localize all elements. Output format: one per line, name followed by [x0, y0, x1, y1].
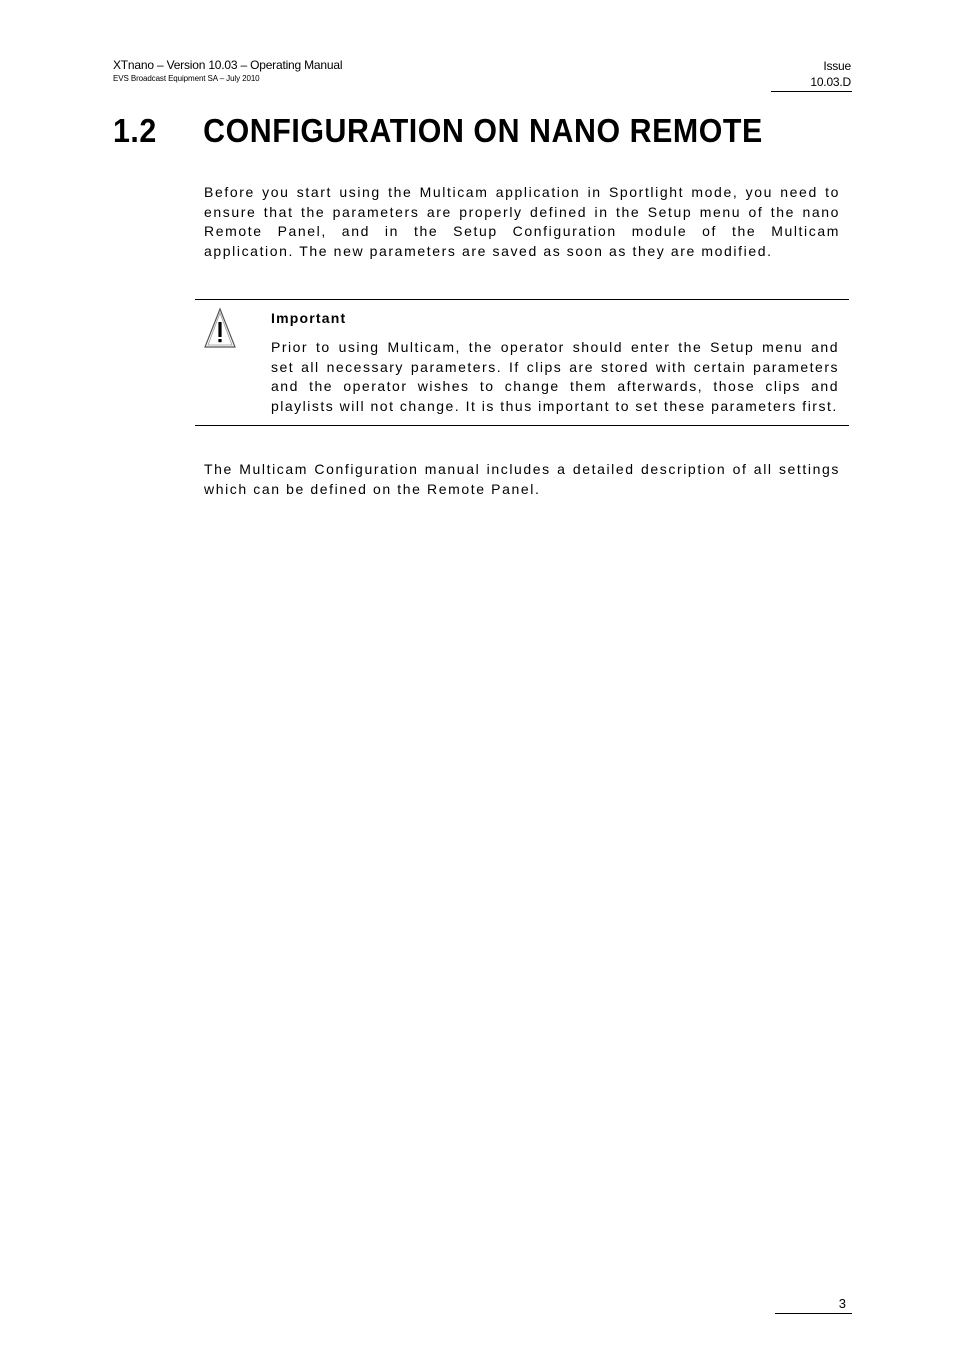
page-number: 3	[838, 1296, 846, 1311]
footer-rule	[775, 1313, 852, 1314]
section-title: CONFIGURATION ON NANO REMOTE	[203, 112, 763, 149]
note-heading: Important	[271, 310, 347, 326]
document-title: XTnano – Version 10.03 – Operating Manual	[113, 58, 343, 72]
header-rule	[771, 91, 852, 92]
document-publisher: EVS Broadcast Equipment SA – July 2010	[113, 74, 260, 83]
note-body: Prior to using Multicam, the operator should enter the Setup menu and set all necessary parameters. If clips are stored with certain parameters and the operator wishes to change them afterwards, those clips and playlists will not change. It is thus important to set these parameters first.	[271, 339, 839, 414]
issue-block	[771, 58, 851, 90]
section-heading	[113, 112, 763, 150]
issue-number: 10.03.D	[810, 75, 851, 89]
note-top-rule	[195, 299, 849, 300]
note-bottom-rule	[195, 425, 849, 426]
issue-label: Issue	[823, 59, 851, 73]
intro-paragraph: Before you start using the Multicam application in Sportlight mode, you need to ensure that the parameters are properly defined in the Setup menu of the nano Remote Panel, and in the Setup Configuration module of the Multicam application. The new parameters are saved as soon as they are modified.	[204, 184, 840, 259]
warning-icon	[203, 307, 237, 349]
closing-paragraph: The Multicam Configuration manual includes a detailed description of all settings which can be defined on the Remote Panel.	[204, 461, 840, 497]
section-number: 1.2	[113, 112, 157, 149]
